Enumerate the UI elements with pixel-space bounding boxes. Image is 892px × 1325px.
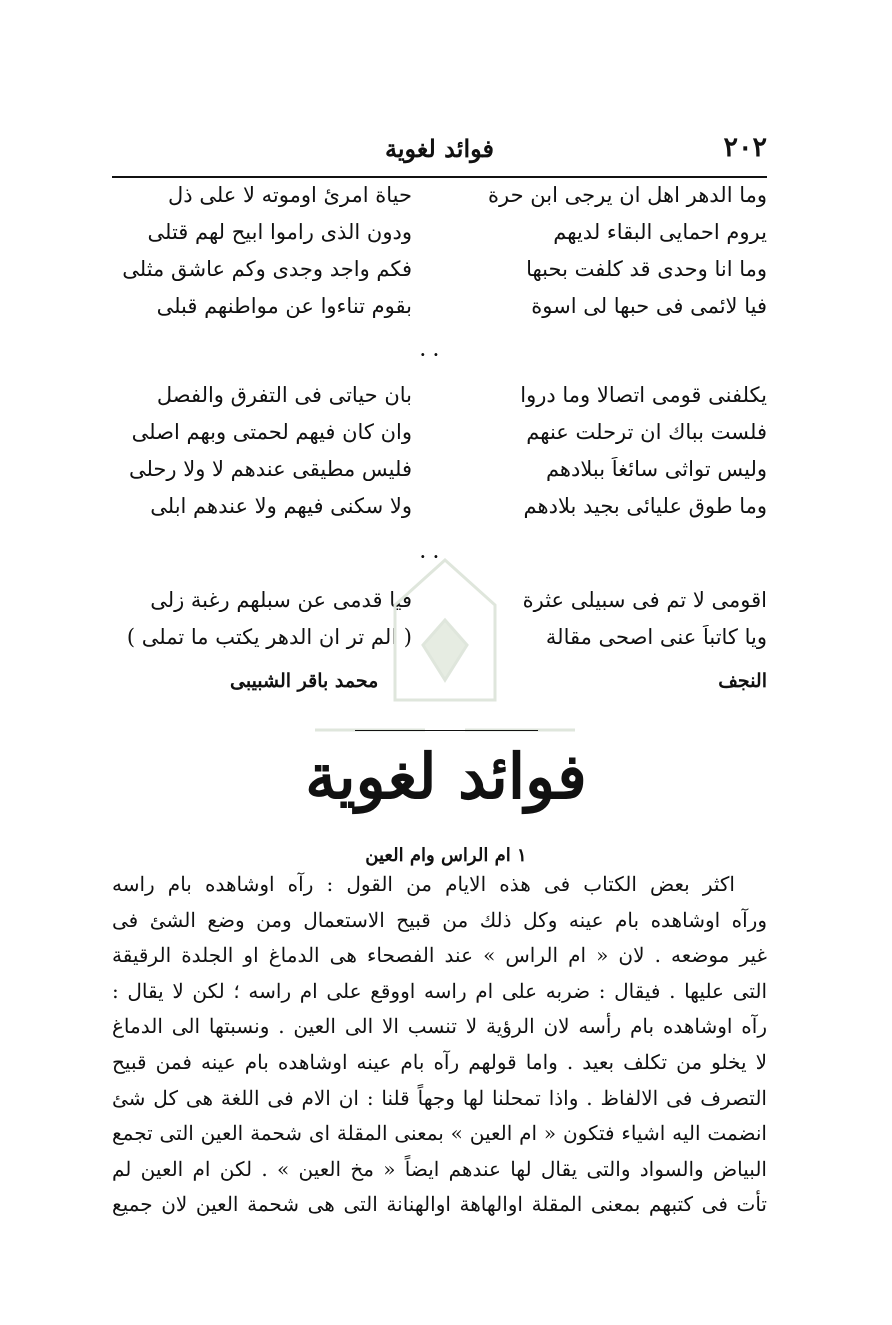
verse-line	[112, 257, 767, 294]
running-title: فوائد لغوية	[384, 134, 494, 163]
verse-line	[112, 183, 767, 220]
poem-stanza-3	[112, 588, 767, 662]
verse-hemistich-right: فلست بباك ان ترحلت عنهم	[526, 420, 767, 444]
verse-hemistich-left: ( الم تر ان الدهر يكتب ما تملى )	[126, 625, 412, 649]
prose-line: تأت فى كتبهم بمعنى المقلة اوالهاهة اوالهنانة التى هى شحمة العين لان جميع	[112, 1192, 767, 1217]
verse-hemistich-right: فيا لائمى فى حبها لى اسوة	[531, 294, 767, 318]
title-rule	[355, 730, 538, 731]
verse-line	[112, 494, 767, 531]
verse-hemistich-left: بان حياتى فى التفرق والفصل	[156, 383, 412, 407]
verse-hemistich-left: ولا سكنى فيهم ولا عندهم ابلى	[150, 494, 412, 518]
prose-block	[112, 866, 767, 1222]
poem-stanza-1	[112, 183, 767, 331]
verse-line	[112, 383, 767, 420]
verse-line	[112, 220, 767, 257]
verse-hemistich-left: فكم واجد وجدى وكم عاشق مثلى	[122, 257, 412, 281]
prose-line: البياض والسواد والتى يقال لها عندهم ايضاً « مخ العين » . لكن ام العين لم	[112, 1156, 767, 1181]
verse-hemistich-left: فيا قدمى عن سبلهم رغبة زلى	[150, 588, 412, 612]
verse-line	[112, 420, 767, 457]
verse-hemistich-right: وما الدهر اهل ان يرجى ابن حرة	[488, 183, 767, 207]
page-header	[112, 132, 767, 172]
prose-line: ورآه اوشاهده بام عينه وكل ذلك من قبيح الاستعمال ومن وضع الشئ فى	[112, 907, 767, 932]
verse-hemistich-right: يروم احمايى البقاء لديهم	[553, 220, 767, 244]
verse-line	[112, 625, 767, 662]
prose-line: رآه اوشاهده بام رأسه لان الرؤية لا تنسب الا الى العين . ونسبتها الى الدماغ	[112, 1014, 767, 1039]
stanza-separator: · ·	[420, 547, 440, 566]
prose-line: التى عليها . فيقال : ضربه على ام راسه اووقع على ام راسه ؛ لكن لا يقال :	[112, 978, 767, 1003]
signature-author: محمد باقر الشبيبى	[230, 670, 379, 692]
prose-line: اكثر بعض الكتاب فى هذه الايام من القول : رآه اوشاهده بام راسه	[112, 872, 735, 896]
page-number: ٢٠٢	[723, 132, 767, 163]
verse-hemistich-right: وما انا وحدى قد كلفت بحبها	[526, 257, 767, 281]
verse-hemistich-left: وان كان فيهم لحمتى وبهم اصلى	[131, 420, 412, 444]
prose-line: غير موضعه . لان « ام الراس » عند الفصحاء هى الدماغ او الجلدة الرقيقة	[112, 943, 767, 968]
verse-hemistich-left: بقوم تناءوا عن مواطنهم قبلى	[156, 294, 412, 318]
verse-line	[112, 588, 767, 625]
verse-hemistich-right: وما طوق عليائى بجيد بلادهم	[523, 494, 767, 518]
verse-line	[112, 294, 767, 331]
verse-line	[112, 457, 767, 494]
header-rule	[112, 176, 767, 178]
verse-hemistich-left: ودون الذى راموا ابيح لهم قتلى	[147, 220, 412, 244]
verse-hemistich-left: فليس مطيقى عندهم لا ولا رحلى	[128, 457, 412, 481]
verse-hemistich-right: وليس تواثى سائغاً ببلادهم	[545, 457, 767, 481]
poem-stanza-2	[112, 383, 767, 531]
section-title: فوائد لغوية	[305, 740, 587, 813]
verse-hemistich-right: اقومى لا تم فى سبيلى عثرة	[522, 588, 767, 612]
prose-line: لا يخلو من تكلف بعيد . واما قولهم رآه بام عينه اوشاهده بام عينه فمن قبيح	[112, 1049, 767, 1074]
stanza-separator: · ·	[420, 345, 440, 364]
verse-hemistich-right: يكلفنى قومى اتصالا وما دروا	[520, 383, 767, 407]
verse-hemistich-left: حياة امرئ اوموته لا على ذل	[168, 183, 412, 207]
subheading: ١ ام الراس وام العين	[365, 845, 527, 866]
verse-hemistich-right: ويا كاتباً عنى اصحى مقالة	[545, 625, 767, 649]
prose-line: التصرف فى الالفاظ . واذا تمحلنا لها وجهاً قلنا : ان الام فى اللغة هى كل شئ	[112, 1085, 767, 1110]
signature-place: النجف	[718, 670, 767, 692]
prose-line: انضمت اليه اشياء فتكون « ام العين » بمعنى المقلة اى شحمة العين التى تجمع	[112, 1121, 767, 1146]
